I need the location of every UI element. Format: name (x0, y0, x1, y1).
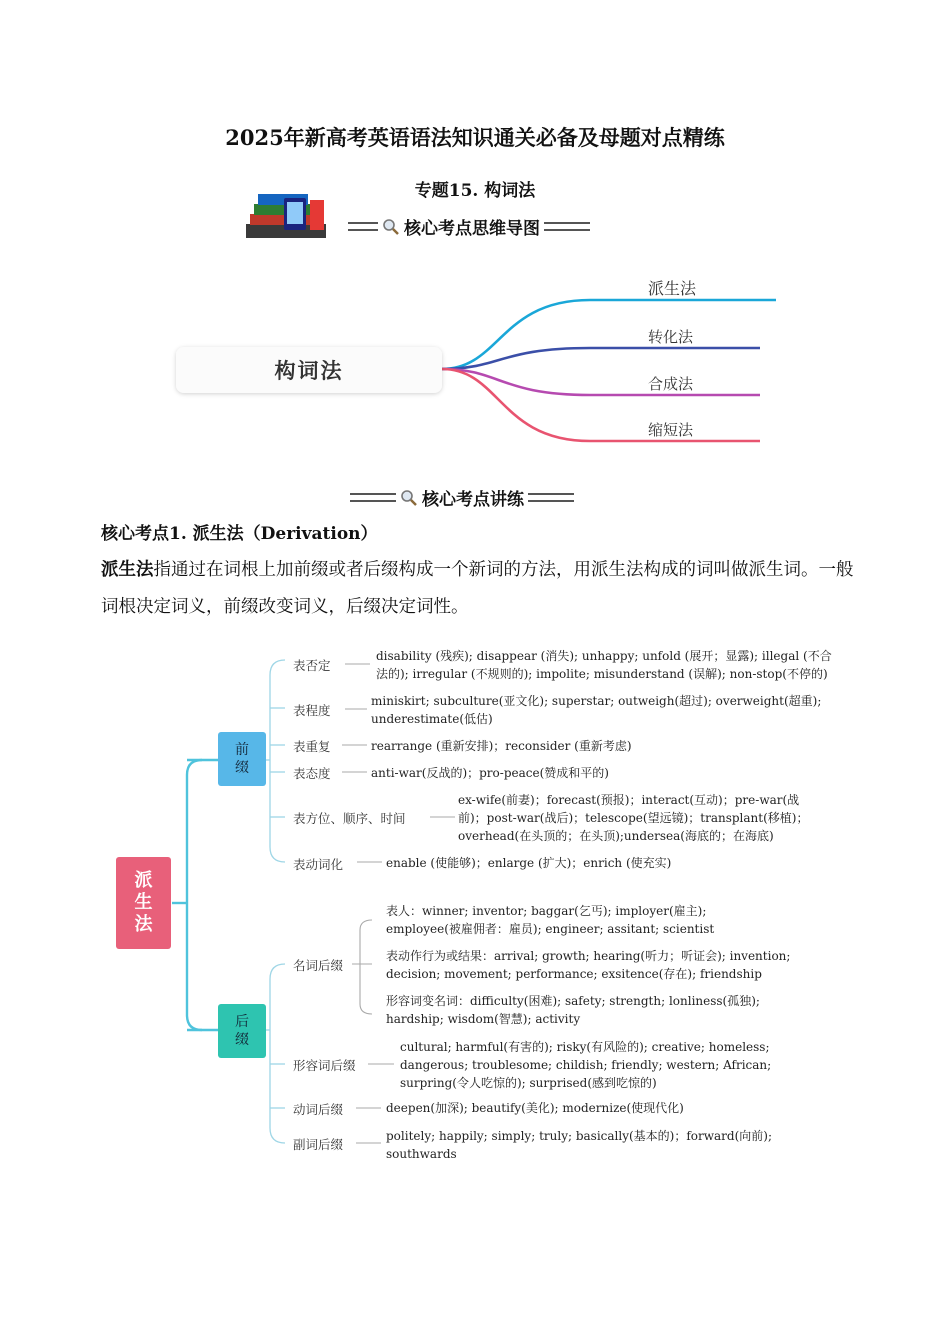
example-line: employee(被雇佣者：雇员); engineer; assitant; scientist (386, 922, 715, 936)
paragraph-text: 指通过在词根上加前缀或者后缀构成一个新词的方法，用派生法构成的词叫做派生词。一般词根决定词义，前缀改变词义，后缀决定词性。 (101, 560, 854, 617)
example-line: anti-war(反战的)；pro-peace(赞成和平的) (371, 766, 609, 780)
suffix-examples-noun-person (386, 902, 714, 938)
word-formation-mindmap (170, 268, 790, 458)
banner-rule-right (528, 493, 574, 502)
branch-line-2 (442, 348, 760, 369)
example-line: disability (残疾); disappear (消失); unhappy; unfold (展开；显露); illegal (不合 (376, 649, 832, 663)
prefix-label-verbalize: 表动词化 (293, 857, 344, 872)
center-label: 构词法 (274, 359, 344, 383)
magnifier-icon (400, 489, 418, 507)
branch-line-1 (442, 300, 776, 369)
example-line: 表动作行为或结果：arrival; growth; hearing(听力；听证会); invention; (386, 949, 791, 963)
suffix-examples-verb (386, 1099, 684, 1117)
example-line: southwards (386, 1147, 457, 1161)
paragraph-lead: 派生法 (101, 560, 154, 580)
banner-rule-left (350, 493, 396, 502)
prefix-examples-position-time (458, 791, 808, 845)
example-line: surpring(令人吃惊的); surprised(感到吃惊的) (400, 1076, 657, 1090)
prefix-label-degree: 表程度 (293, 703, 331, 718)
branch-label-3: 合成法 (648, 375, 694, 393)
example-line: 法的); irregular (不规则的); impolite; misunderstand (误解); non-stop(不停的) (376, 667, 828, 681)
document-title: 2025年新高考英语语法知识通关必备及母题对点精练 (225, 125, 725, 150)
magnifier-icon (382, 218, 400, 236)
prefix-examples-attitude (371, 764, 609, 782)
suffix-label-noun: 名词后缀 (293, 958, 344, 973)
example-line: politely; happily; simply; truly; basically(基本的)；forward(向前); (386, 1129, 773, 1143)
example-line: 表人：winner; inventor; baggar(乞丐); imployer(雇主); (386, 904, 707, 918)
banner-text: 核心考点思维导图 (404, 219, 540, 239)
section-heading: 核心考点1. 派生法（Derivation） (101, 524, 378, 544)
root-node-derivation: 派 生 法 (116, 857, 171, 949)
branch-line-4 (442, 369, 760, 441)
suffix-node: 后 缀 (218, 1004, 266, 1058)
example-line: hardship; wisdom(智慧); activity (386, 1012, 581, 1026)
suffix-examples-noun-from-adjective (386, 992, 760, 1028)
example-line: underestimate(低估) (371, 712, 493, 726)
branch-label-1: 派生法 (648, 279, 697, 298)
branch-label-4: 缩短法 (648, 421, 694, 439)
example-line: ex-wife(前妻)；forecast(预报)；interact(互动)；pre-war(战 (458, 793, 800, 807)
example-line: dangerous; troublesome; childish; friendly; western; African; (400, 1058, 772, 1072)
branch-label-2: 转化法 (648, 328, 694, 346)
example-line: rearrange (重新安排)；reconsider (重新考虑) (371, 739, 632, 753)
prefix-label-attitude: 表态度 (293, 766, 331, 781)
suffix-label-adjective: 形容词后缀 (293, 1058, 356, 1073)
example-line: 形容词变名词：difficulty(困难); safety; strength; lonliness(孤独); (386, 994, 760, 1008)
suffix-examples-adjective (400, 1038, 771, 1092)
prefix-examples-repetition (371, 737, 632, 755)
banner-rule-left (348, 222, 378, 231)
banner-rule-right (544, 222, 590, 231)
prefix-label-negation: 表否定 (293, 658, 331, 673)
mindmap-banner (348, 214, 590, 239)
prefix-node: 前 缀 (218, 732, 266, 786)
prefix-examples-negation (376, 647, 832, 683)
suffix-examples-noun-action (386, 947, 790, 983)
suffix-label-adverb: 副词后缀 (293, 1137, 344, 1152)
example-line: miniskirt; subculture(亚文化); superstar; outweigh(超过); overweight(超重); (371, 694, 822, 708)
prefix-label-repetition: 表重复 (293, 739, 331, 754)
example-line: cultural; harmful(有害的); risky(有风险的); creative; homeless; (400, 1040, 770, 1054)
suffix-label-verb: 动词后缀 (293, 1102, 344, 1117)
prefix-examples-verbalize (386, 854, 671, 872)
books-illustration (240, 188, 332, 242)
document-subtitle: 专题15. 构词法 (414, 181, 536, 201)
prefix-label-position-time: 表方位、顺序、时间 (293, 811, 406, 826)
example-line: overhead(在头顶的；在头顶);undersea(海底的；在海底) (458, 829, 774, 843)
suffix-examples-adverb (386, 1127, 772, 1163)
banner-text: 核心考点讲练 (422, 490, 524, 510)
example-line: 前)；post-war(战后)；telescope(望远镜)；transplant(移植)； (458, 811, 809, 825)
example-line: deepen(加深); beautify(美化); modernize(使现代化) (386, 1101, 684, 1115)
example-line: decision; movement; performance; exsitence(存在); friendship (386, 967, 762, 981)
example-line: enable (使能够)；enlarge (扩大)；enrich (使充实) (386, 856, 672, 870)
lecture-banner (350, 485, 574, 510)
prefix-examples-degree (371, 692, 821, 728)
section-paragraph (101, 552, 861, 626)
